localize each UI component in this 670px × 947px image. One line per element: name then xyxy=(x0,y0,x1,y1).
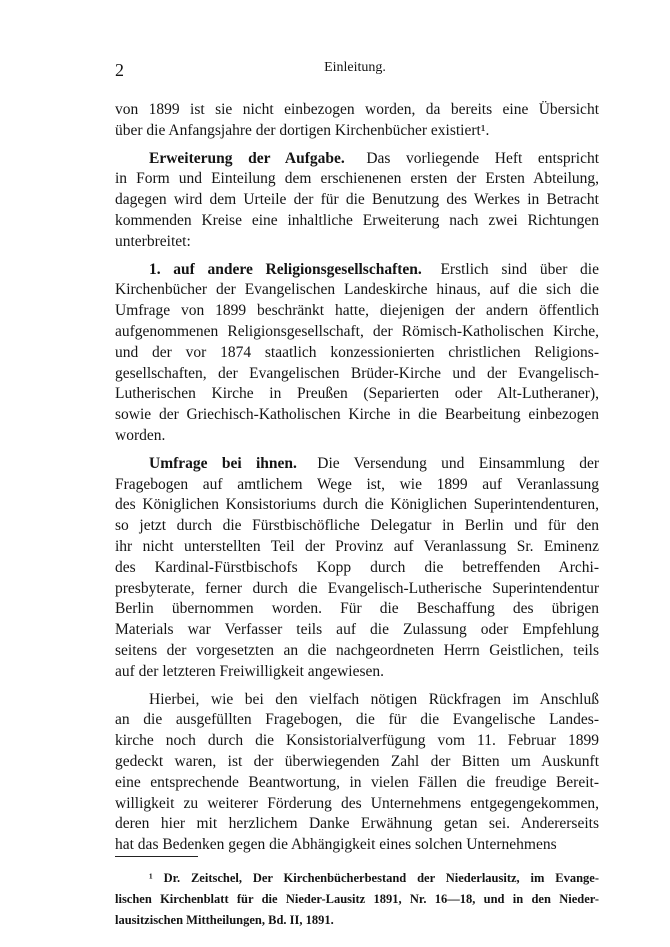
running-title: Einleitung. xyxy=(324,60,386,75)
line-text: aufgenommenen Religionsgesellschaft, der Römisch-Katholischen Kirche, xyxy=(115,322,599,340)
line-text: und der vor 1874 staatlich konzessionierten christlichen Religions- xyxy=(115,343,599,361)
line-text: kirche noch durch die Konsistorialverfügung vom 11. Februar 1899 xyxy=(115,732,599,750)
text-line xyxy=(115,662,599,683)
text-line xyxy=(115,364,599,385)
line-text: so jetzt durch die Fürstbischöfliche Delegatur in Berlin und für den xyxy=(115,517,599,535)
text-line xyxy=(115,710,599,731)
line-text: Berlin übernommen worden. Für die Beschaffung des übrigen xyxy=(115,600,599,618)
text-line xyxy=(115,260,599,281)
line-text: Erstlich sind über die xyxy=(440,260,599,278)
line-text: worden. xyxy=(115,426,166,444)
text-line xyxy=(115,384,599,405)
line-text: Fragebogen auf amtlichem Wege ist, wie 1899 auf Veranlassung xyxy=(115,475,599,493)
text-line xyxy=(115,232,599,253)
text-line xyxy=(115,690,599,711)
text-line xyxy=(115,475,599,496)
text-line xyxy=(115,301,599,322)
page-number: 2 xyxy=(115,60,124,80)
text-line xyxy=(115,121,599,142)
line-text: sowie der Griechisch-Katholischen Kirche in die Bearbeitung einbezogen xyxy=(115,406,599,424)
footnote xyxy=(115,868,599,931)
line-text: Umfrage von 1899 beschränkt hatte, diejenigen der andern öffentlich xyxy=(115,302,599,320)
text-line xyxy=(115,211,599,232)
line-text: an die ausgefüllten Fragebogen, die für die Evangelische Landes- xyxy=(115,711,599,729)
text-line xyxy=(115,405,599,426)
text-line xyxy=(115,731,599,752)
line-text: von 1899 ist sie nicht einbezogen worden, da bereits eine Übersicht xyxy=(115,101,599,118)
body-text xyxy=(115,100,599,863)
text-line xyxy=(115,537,599,558)
footnote-line: lausitzischen Mittheilungen, Bd. II, 1891. xyxy=(115,913,334,927)
line-text: seitens der vorgesetzten an die nachgeordneten Herrn Geistlichen, teils xyxy=(115,641,599,659)
line-text: über die Anfangsjahre der dortigen Kirchenbücher existiert¹. xyxy=(115,121,490,139)
paragraph xyxy=(115,149,599,253)
text-line xyxy=(115,558,599,579)
text-line xyxy=(115,343,599,364)
line-text: hat das Bedenken gegen die Abhängigkeit eines solchen Unternehmens xyxy=(115,836,557,854)
line-text: presbyterate, ferner durch die Evangelisch-Lutherische Superintendentur xyxy=(115,579,599,597)
text-line xyxy=(115,454,599,475)
line-text: des Königlichen Konsistoriums durch die Königlichen Superintendenturen, xyxy=(115,496,599,514)
text-line xyxy=(115,169,599,190)
run-in-heading: 1. auf andere Religionsgesellschaften. xyxy=(149,260,422,278)
paragraph xyxy=(115,100,599,142)
footnote-rule xyxy=(115,856,198,857)
text-line xyxy=(115,190,599,211)
footnote-line: ¹ Dr. Zeitschel, Der Kirchenbücherbestand der Niederlausitz, im Evange- xyxy=(149,871,599,885)
paragraph xyxy=(115,260,599,447)
text-line xyxy=(115,100,599,121)
text-line xyxy=(115,516,599,537)
text-line xyxy=(115,835,599,856)
line-text: des Kardinal-Fürstbischofs Kopp durch die betreffenden Archi- xyxy=(115,558,599,576)
text-line xyxy=(115,773,599,794)
text-line xyxy=(115,149,599,170)
line-text: Hierbei, wie bei den vielfach nötigen Rückfragen im Anschluß xyxy=(149,690,599,708)
line-text: kommenden Kreise eine inhaltliche Erweiterung nach zwei Richtungen xyxy=(115,211,599,229)
text-line xyxy=(115,322,599,343)
line-text: unterbreitet: xyxy=(115,232,191,250)
line-text: willigkeit zu weiterer Förderung des Unternehmens entgegengekommen, xyxy=(115,794,599,812)
line-text: auf der letzteren Freiwilligkeit angewiesen. xyxy=(115,662,384,680)
line-text: eine entsprechende Beantwortung, in vielen Fällen die freudige Bereit- xyxy=(115,773,599,791)
text-line xyxy=(115,280,599,301)
run-in-heading: Erweiterung der Aufgabe. xyxy=(149,149,345,167)
line-text: gesellschaften, der Evangelischen Brüder-Kirche und der Evangelisch- xyxy=(115,364,599,382)
paragraph xyxy=(115,690,599,856)
paragraph xyxy=(115,454,599,683)
text-line xyxy=(115,620,599,641)
line-text: dagegen wird dem Urteile der für die Benutzung des Werkes in Betracht xyxy=(115,191,599,209)
line-text: Das vorliegende Heft entspricht xyxy=(366,149,600,167)
text-line xyxy=(115,426,599,447)
line-text: ihr nicht unterstellten Teil der Provinz auf Veranlassung Sr. Eminenz xyxy=(115,537,599,555)
text-line xyxy=(115,579,599,600)
line-text: gedeckt waren, ist der überwiegenden Zahl der Bitten um Auskunft xyxy=(115,752,599,770)
line-text: deren hier mit herzlichem Danke Erwähnung getan sei. Andererseits xyxy=(115,815,599,833)
line-text: Die Versendung und Einsammlung der xyxy=(317,454,599,472)
text-line xyxy=(115,814,599,835)
text-line xyxy=(115,752,599,773)
footnote-line: lischen Kirchenblatt für die Nieder-Lausitz 1891, Nr. 16—18, und in den Nieder- xyxy=(115,892,599,906)
line-text: Lutherischen Kirche in Preußen (Separierten oder Alt-Lutheraner), xyxy=(115,385,599,403)
run-in-heading: Umfrage bei ihnen. xyxy=(149,454,297,472)
text-line xyxy=(115,641,599,662)
line-text: Materials war Verfasser teils auf die Zulassung oder Empfehlung xyxy=(115,621,599,639)
line-text: Kirchenbücher der Evangelischen Landeskirche hinaus, auf die sich die xyxy=(115,281,599,299)
text-line xyxy=(115,495,599,516)
line-text: in Form und Einteilung dem erschienenen ersten der Ersten Abteilung, xyxy=(115,170,599,188)
text-line xyxy=(115,599,599,620)
text-line xyxy=(115,794,599,815)
